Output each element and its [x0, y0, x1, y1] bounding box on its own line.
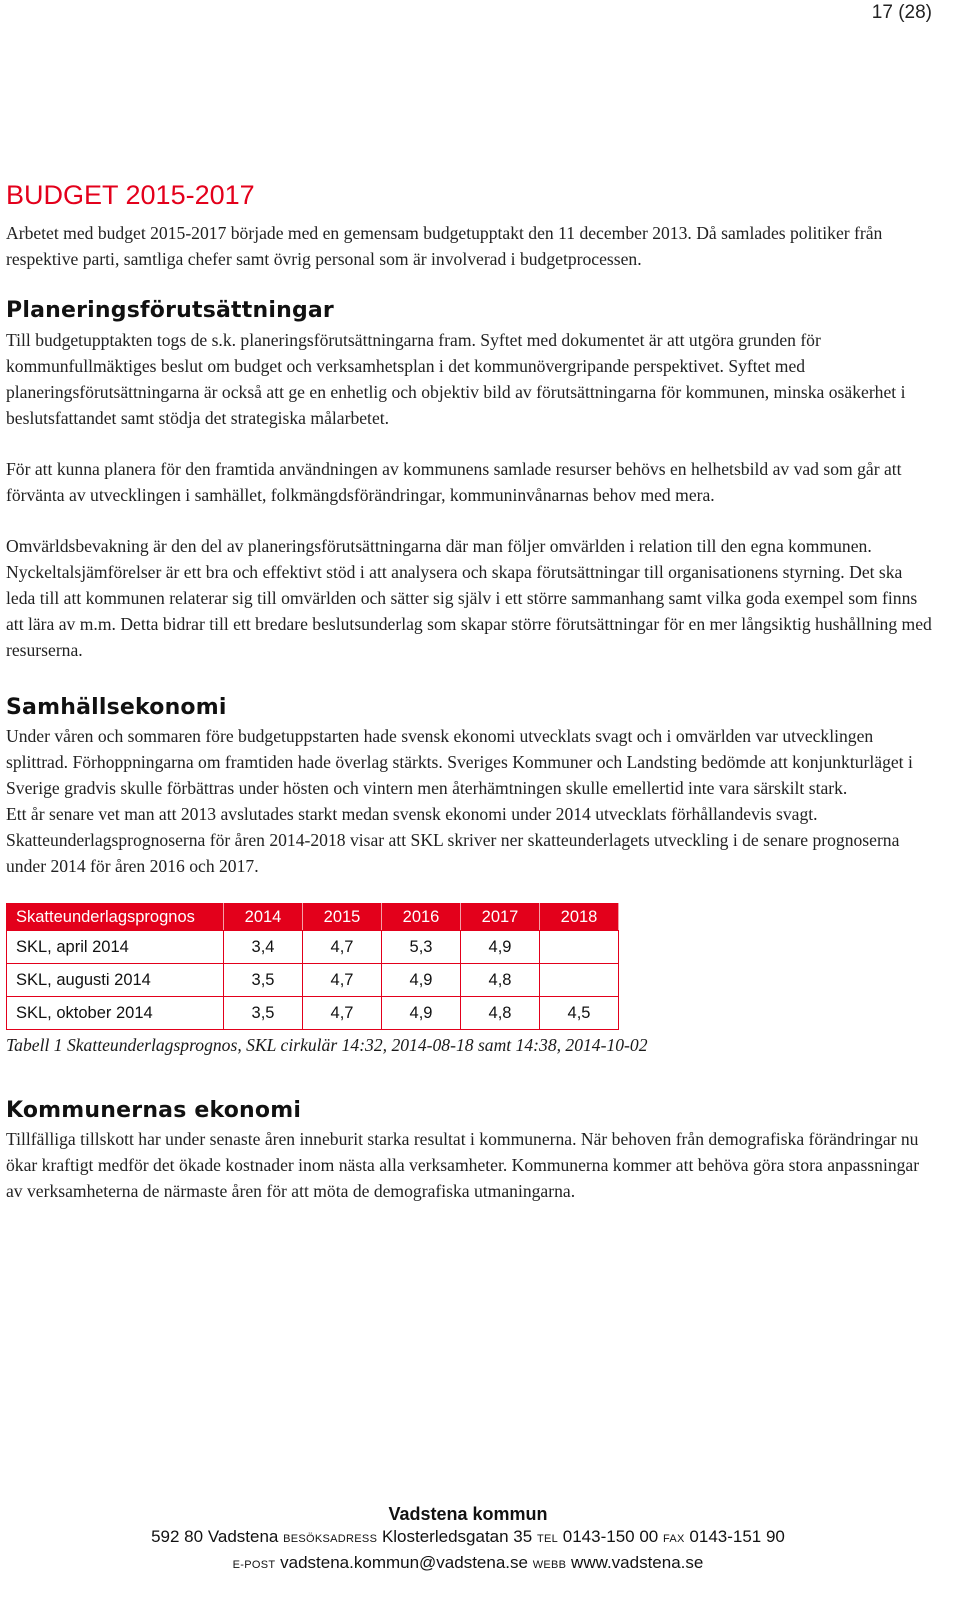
planering-paragraph-1: Till budgetupptakten togs de s.k. planeringsförutsättningarna fram. Syftet med dokumentet är att utgöra grunden för kommunfullmäktiges beslut om budget och verksamhetsplan i det kommunövergripande perspektivet. Syftet med planeringsförutsättningarna är också att ge en enhetlig och objektiv bild av förutsättningarna för kommunen, minska osäkerhet i beslutsfattandet samt stödja det strategiska målarbetet.	[6, 330, 906, 428]
table-cell: 4,8	[461, 964, 540, 997]
samhall-paragraph-2: Ett år senare vet man att 2013 avslutades starkt medan svensk ekonomi under 2014 utvecklats förhållandevis svagt. Skatteunderlagsprognoserna för åren 2014-2018 visar att SKL skriver ner skatteunderlagets utveckling i de senare prognoserna under 2014 för åren 2016 och 2017.	[6, 804, 900, 876]
table-caption: Tabell 1 Skatteunderlagsprognos, SKL cirkulär 14:32, 2014-08-18 samt 14:38, 2014-10-02	[6, 1035, 648, 1055]
table-cell	[540, 931, 619, 964]
table-cell: 4,9	[382, 997, 461, 1030]
footer-web-label: WEBB	[532, 1559, 567, 1571]
table-header-cell: 2015	[303, 904, 382, 931]
heading-kommunernas-ekonomi: Kommunernas ekonomi	[6, 1098, 302, 1123]
table-cell: 4,7	[303, 964, 382, 997]
heading-samhallsekonomi: Samhällsekonomi	[6, 695, 227, 720]
footer-org-name: Vadstena kommun	[388, 1504, 548, 1524]
planering-paragraph-2: För att kunna planera för den framtida användningen av kommunens samlade resurser behövs en helhetsbild av vad som går att förvänta av utvecklingen i samhället, folkmängdsförändringar, kommuninvånarnas behov med mera.	[6, 459, 902, 505]
footer-fax: 0143-151 90	[689, 1527, 785, 1546]
footer-email[interactable]: vadstena.kommun@vadstena.se	[280, 1553, 528, 1572]
table-cell	[540, 964, 619, 997]
document-title: BUDGET 2015-2017	[6, 180, 255, 210]
heading-planeringsforutsattningar: Planeringsförutsättningar	[6, 298, 334, 323]
page-footer	[0, 1503, 936, 1577]
table-row	[7, 964, 619, 997]
table-cell: 4,9	[382, 964, 461, 997]
table-row	[7, 931, 619, 964]
planering-paragraph-3: Omvärldsbevakning är den del av planeringsförutsättningarna där man följer omvärlden i relation till den egna kommunen. Nyckeltalsjämförelser är ett bra och effektivt stöd i att analysera och skapa förutsättningar till organisationens styrning. Det ska leda till att kommunen relaterar sig till omvärlden och sätter sig själv i ett större sammanhang samt vilka goda exempel som finns att lära av m.m. Detta bidrar till ett bredare beslutsunderlag som skapar större förutsättningar för en mer långsiktig hushållning med resurserna.	[6, 536, 932, 660]
table-header-cell: Skatteunderlagsprognos	[7, 904, 224, 931]
footer-postal: 592 80 Vadstena	[151, 1527, 279, 1546]
table-header-cell: 2014	[224, 904, 303, 931]
skatteunderlag-table	[6, 903, 619, 1030]
page-number: 17 (28)	[871, 2, 932, 23]
table-cell: 4,9	[461, 931, 540, 964]
table-cell: 4,5	[540, 997, 619, 1030]
table-header-row	[7, 904, 619, 931]
table-cell: SKL, augusti 2014	[7, 964, 224, 997]
intro-paragraph: Arbetet med budget 2015-2017 började med en gemensam budgetupptakt den 11 december 2013. Då samlades politiker från respektive parti, samtliga chefer samt övrig personal som är involverad i budgetprocessen.	[6, 223, 883, 269]
footer-web[interactable]: www.vadstena.se	[571, 1553, 704, 1572]
footer-email-label: E-POST	[232, 1559, 276, 1571]
table-cell: 3,5	[224, 997, 303, 1030]
table-header-cell: 2016	[382, 904, 461, 931]
table-header-cell: 2018	[540, 904, 619, 931]
table-cell: 3,4	[224, 931, 303, 964]
footer-tel-label: TEL	[536, 1533, 559, 1545]
footer-fax-label: FAX	[662, 1533, 685, 1545]
footer-contact-line	[0, 1551, 936, 1577]
table-cell: 3,5	[224, 964, 303, 997]
samhall-paragraph-1: Under våren och sommaren före budgetuppstarten hade svensk ekonomi utvecklats svagt och i omvärlden var utvecklingen splittrad. Förhoppningarna om framtiden hade överlag stärkts. Sveriges Kommuner och Landsting bedömde att konjunkturläget i Sverige gradvis skulle förbättras under hösten och vintern men återhämtningen skulle emellertid inte vara särskilt stark.	[6, 726, 913, 798]
footer-visit-label: BESÖKSADRESS	[283, 1533, 378, 1545]
footer-address-line	[0, 1525, 936, 1551]
table-cell: SKL, april 2014	[7, 931, 224, 964]
footer-visit-address: Klosterledsgatan 35	[381, 1527, 533, 1546]
document-body	[6, 178, 936, 1204]
table-cell: 4,7	[303, 931, 382, 964]
table-cell: 4,7	[303, 997, 382, 1030]
table-header-cell: 2017	[461, 904, 540, 931]
table-row	[7, 997, 619, 1030]
table-cell: SKL, oktober 2014	[7, 997, 224, 1030]
kommun-paragraph-1: Tillfälliga tillskott har under senaste åren inneburit starka resultat i kommunerna. När behoven från demografiska förändringar nu ökar kraftigt medför det ökade kostnader inom nästa alla verksamheter. Kommunerna kommer att behöva göra stora anpassningar av verksamheterna de närmaste åren för att möta de demografiska utmaningarna.	[6, 1129, 920, 1201]
footer-tel: 0143-150 00	[562, 1527, 659, 1546]
table-cell: 4,8	[461, 997, 540, 1030]
table-cell: 5,3	[382, 931, 461, 964]
